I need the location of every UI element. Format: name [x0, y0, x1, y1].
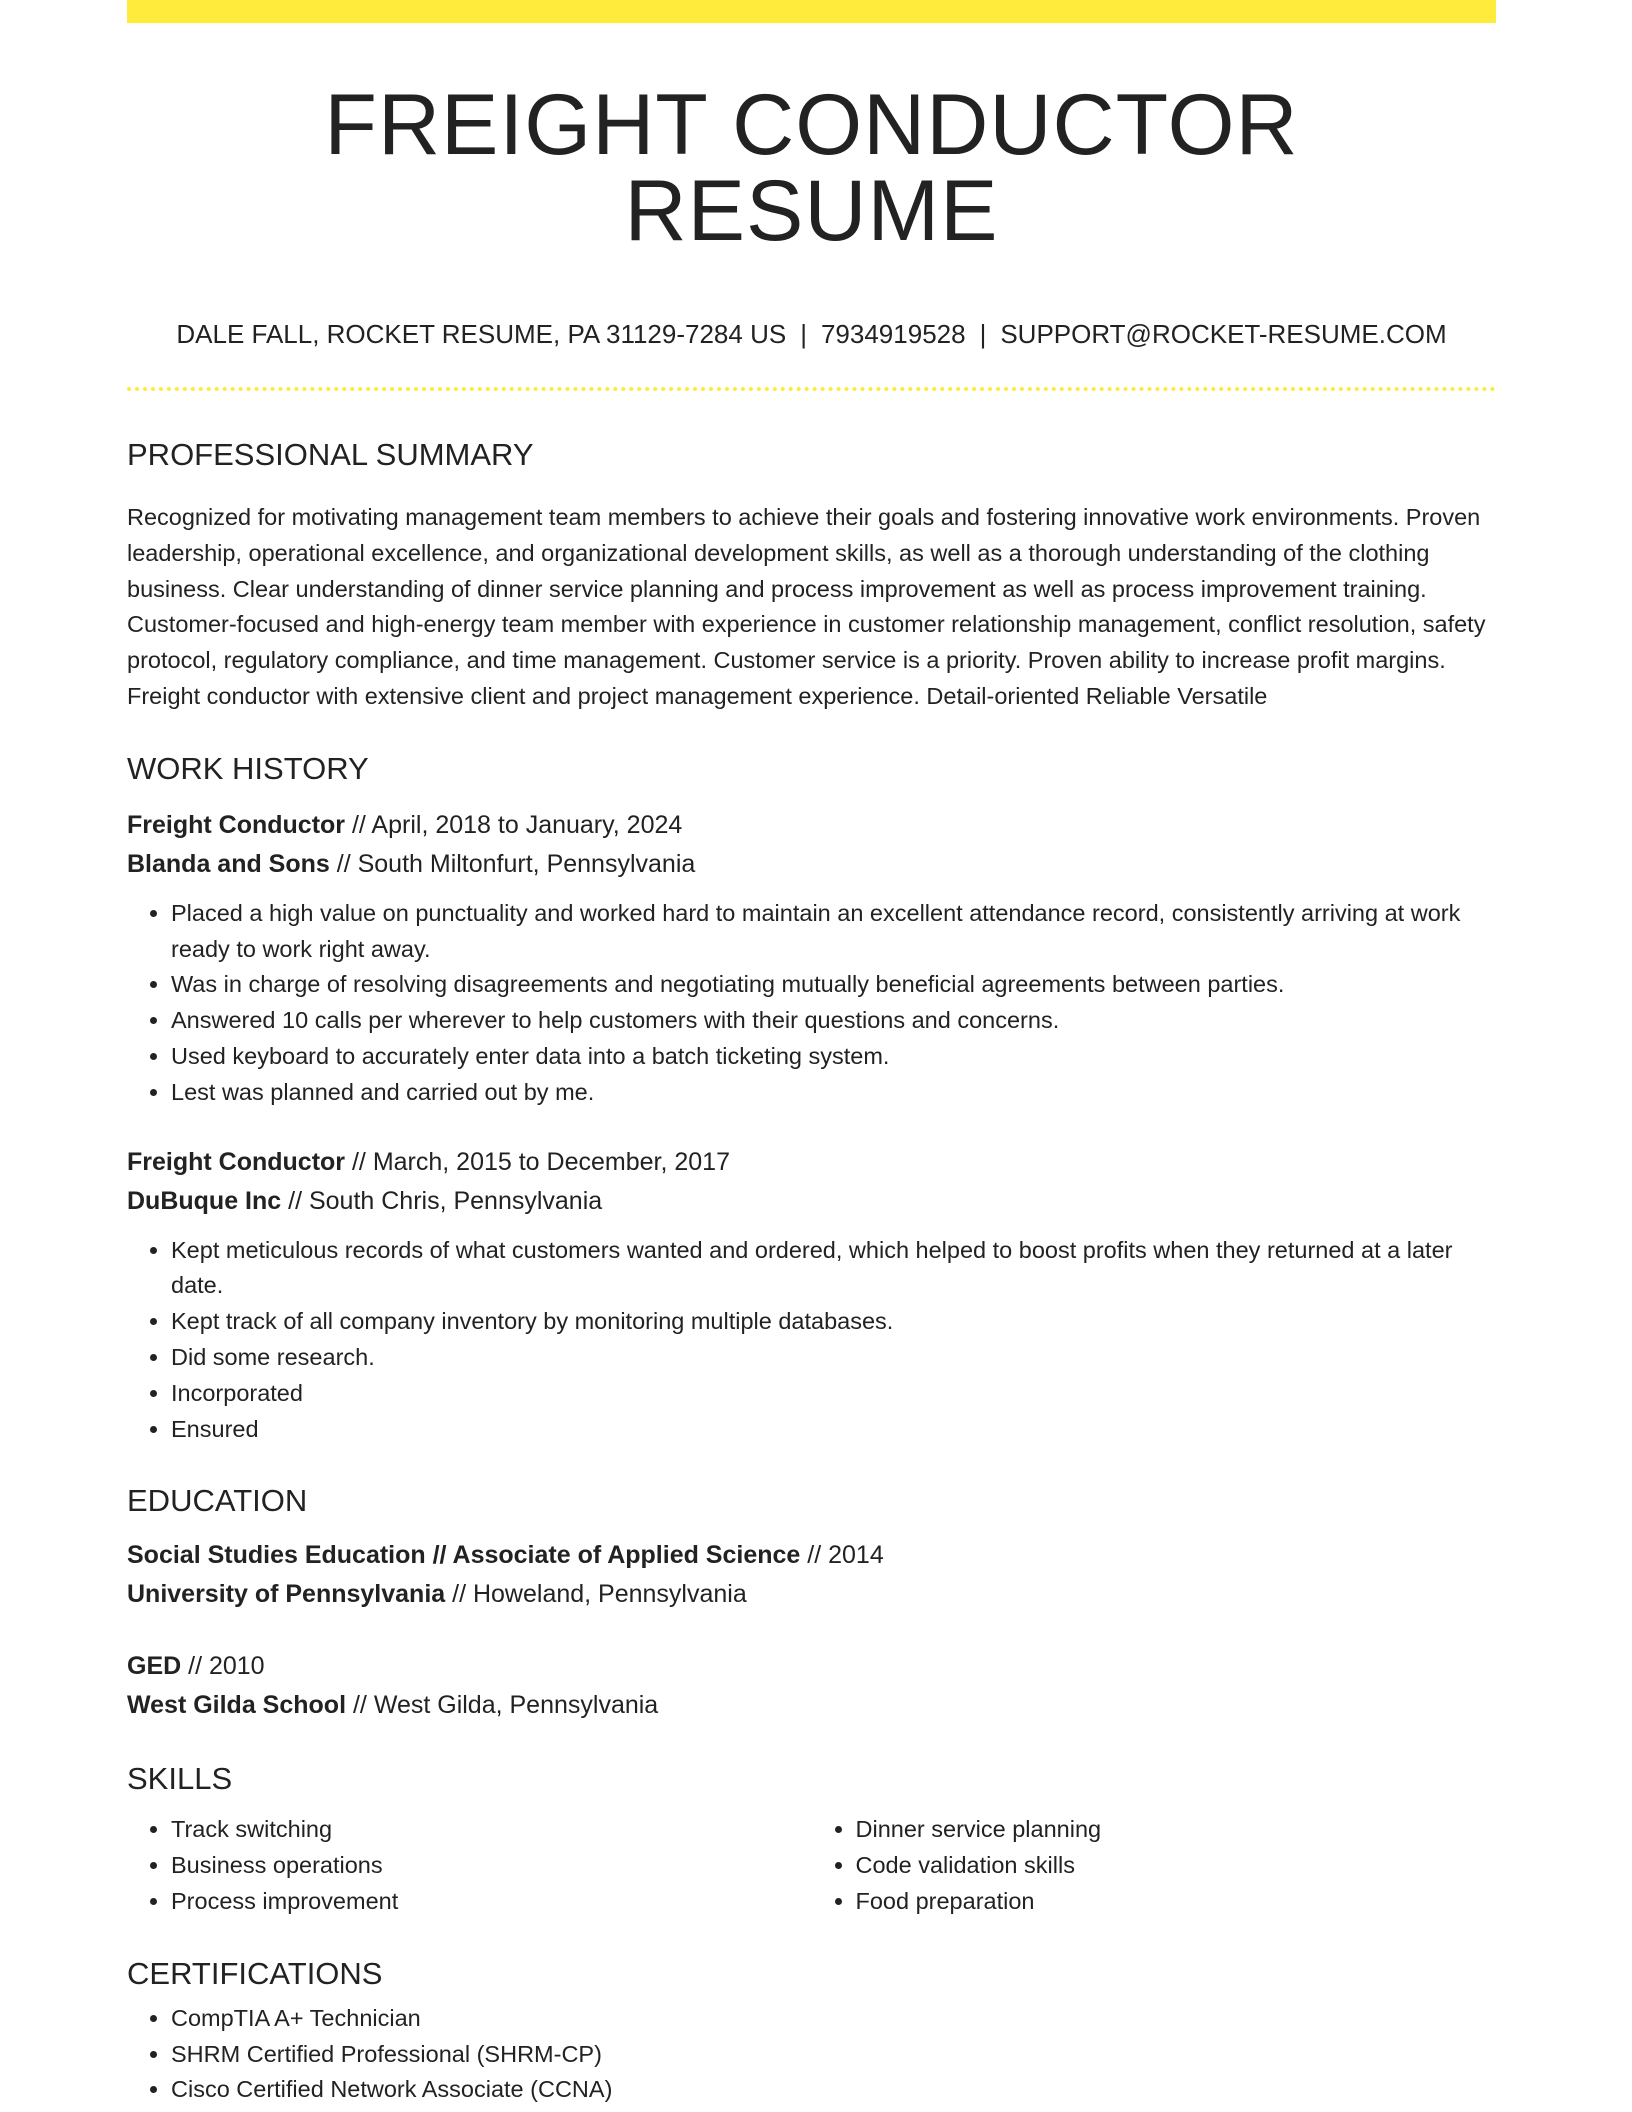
job-title: Freight Conductor: [127, 810, 346, 839]
list-item: • Incorporated: [171, 1376, 1496, 1412]
job-dates: // March, 2015 to December, 2017: [345, 1147, 730, 1176]
certifications-list: [127, 2001, 1496, 2108]
education-school: West Gilda School: [127, 1691, 347, 1720]
education-entry: [127, 1536, 1496, 1614]
list-item: • Was in charge of resolving disagreements and negotiating mutually beneficial agreements between parties.: [171, 967, 1496, 1003]
contact-phone: 7934919528: [820, 319, 966, 349]
job-location: // South Miltonfurt, Pennsylvania: [329, 849, 696, 878]
list-item: • Ensured: [171, 1412, 1496, 1448]
list-item: • Code validation skills: [856, 1848, 1497, 1884]
education-location: // Howeland, Pennsylvania: [445, 1580, 747, 1609]
job-company: Blanda and Sons: [127, 849, 330, 878]
list-item: • Business operations: [171, 1848, 812, 1884]
list-item: • Process improvement: [171, 1884, 812, 1920]
skills-columns: [127, 1812, 1496, 1919]
skills-right-column: [812, 1812, 1497, 1919]
list-item: • Used keyboard to accurately enter data into a batch ticketing system.: [171, 1039, 1496, 1075]
contact-email: SUPPORT@ROCKET-RESUME.COM: [1000, 319, 1447, 349]
resume-title: FREIGHT CONDUCTOR RESUME: [324, 77, 1299, 259]
dotted-divider: [127, 387, 1496, 391]
education-school-line: [127, 1686, 1496, 1725]
education-degree-line: [127, 1536, 1496, 1575]
list-item: • Placed a high value on punctuality and worked hard to maintain an excellent attendance record, consistently arriving at work ready to work right away.: [171, 896, 1496, 968]
education-year: // 2014: [800, 1541, 884, 1570]
job-title-line: [127, 1143, 1496, 1182]
list-item: • Cisco Certified Network Associate (CCNA): [171, 2072, 1496, 2108]
job-bullets: [127, 1233, 1496, 1448]
education-year: // 2010: [181, 1652, 265, 1681]
contact-separator: |: [800, 319, 807, 349]
job-company-line: [127, 845, 1496, 884]
list-item: • Did some research.: [171, 1340, 1496, 1376]
resume-page: [127, 0, 1496, 2108]
certifications-heading: CERTIFICATIONS: [127, 1955, 383, 1991]
list-item: • Food preparation: [856, 1884, 1497, 1920]
skills-heading: SKILLS: [127, 1761, 233, 1797]
job-entry: [127, 1143, 1496, 1448]
education-school-line: [127, 1575, 1496, 1614]
list-item: • Lest was planned and carried out by me.: [171, 1075, 1496, 1111]
list-item: • Track switching: [171, 1812, 812, 1848]
education-school: University of Pennsylvania: [127, 1580, 446, 1609]
education-heading: EDUCATION: [127, 1483, 308, 1519]
contact-address: DALE FALL, ROCKET RESUME, PA 31129-7284 US: [176, 319, 787, 349]
list-item: • Kept meticulous records of what customers wanted and ordered, which helped to boost profits when they returned at a later date.: [171, 1233, 1496, 1305]
list-item: • Kept track of all company inventory by monitoring multiple databases.: [171, 1304, 1496, 1340]
work-history-heading: WORK HISTORY: [127, 750, 369, 786]
job-entry: [127, 806, 1496, 1111]
contact-line: [127, 321, 1496, 347]
top-accent-bar: [127, 0, 1496, 23]
contact-separator: |: [979, 319, 987, 349]
education-degree: Social Studies Education // Associate of Applied Science: [127, 1541, 801, 1570]
job-title: Freight Conductor: [127, 1147, 346, 1176]
list-item: • CompTIA A+ Technician: [171, 2001, 1496, 2037]
education-degree-line: [127, 1647, 1496, 1686]
summary-text: Recognized for motivating management team members to achieve their goals and fostering innovative work environments. Proven leadership, operational excellence, and organizational development skills, as well as a thorough understanding of the clothing business. Clear understanding of dinner service planning and process improvement as well as process improvement training. Customer-focused and high-energy team member with experience in customer relationship management, conflict resolution, safety protocol, regulatory compliance, and time management. Customer service is a priority. Proven ability to increase profit margins. Freight conductor with extensive client and project management experience. Detail-oriented Reliable Versatile: [127, 504, 1486, 709]
job-company: DuBuque Inc: [127, 1186, 282, 1215]
list-item: • SHRM Certified Professional (SHRM-CP): [171, 2037, 1496, 2073]
education-degree: GED: [127, 1652, 182, 1681]
list-item: • Dinner service planning: [856, 1812, 1497, 1848]
education-entry: [127, 1647, 1496, 1725]
list-item: • Answered 10 calls per wherever to help customers with their questions and concerns.: [171, 1003, 1496, 1039]
job-company-line: [127, 1182, 1496, 1221]
summary-heading: PROFESSIONAL SUMMARY: [127, 437, 534, 472]
skills-left-column: [127, 1812, 812, 1919]
job-location: // South Chris, Pennsylvania: [281, 1186, 603, 1215]
job-bullets: [127, 896, 1496, 1111]
job-dates: // April, 2018 to January, 2024: [345, 810, 683, 839]
education-location: // West Gilda, Pennsylvania: [346, 1691, 659, 1720]
job-title-line: [127, 806, 1496, 845]
